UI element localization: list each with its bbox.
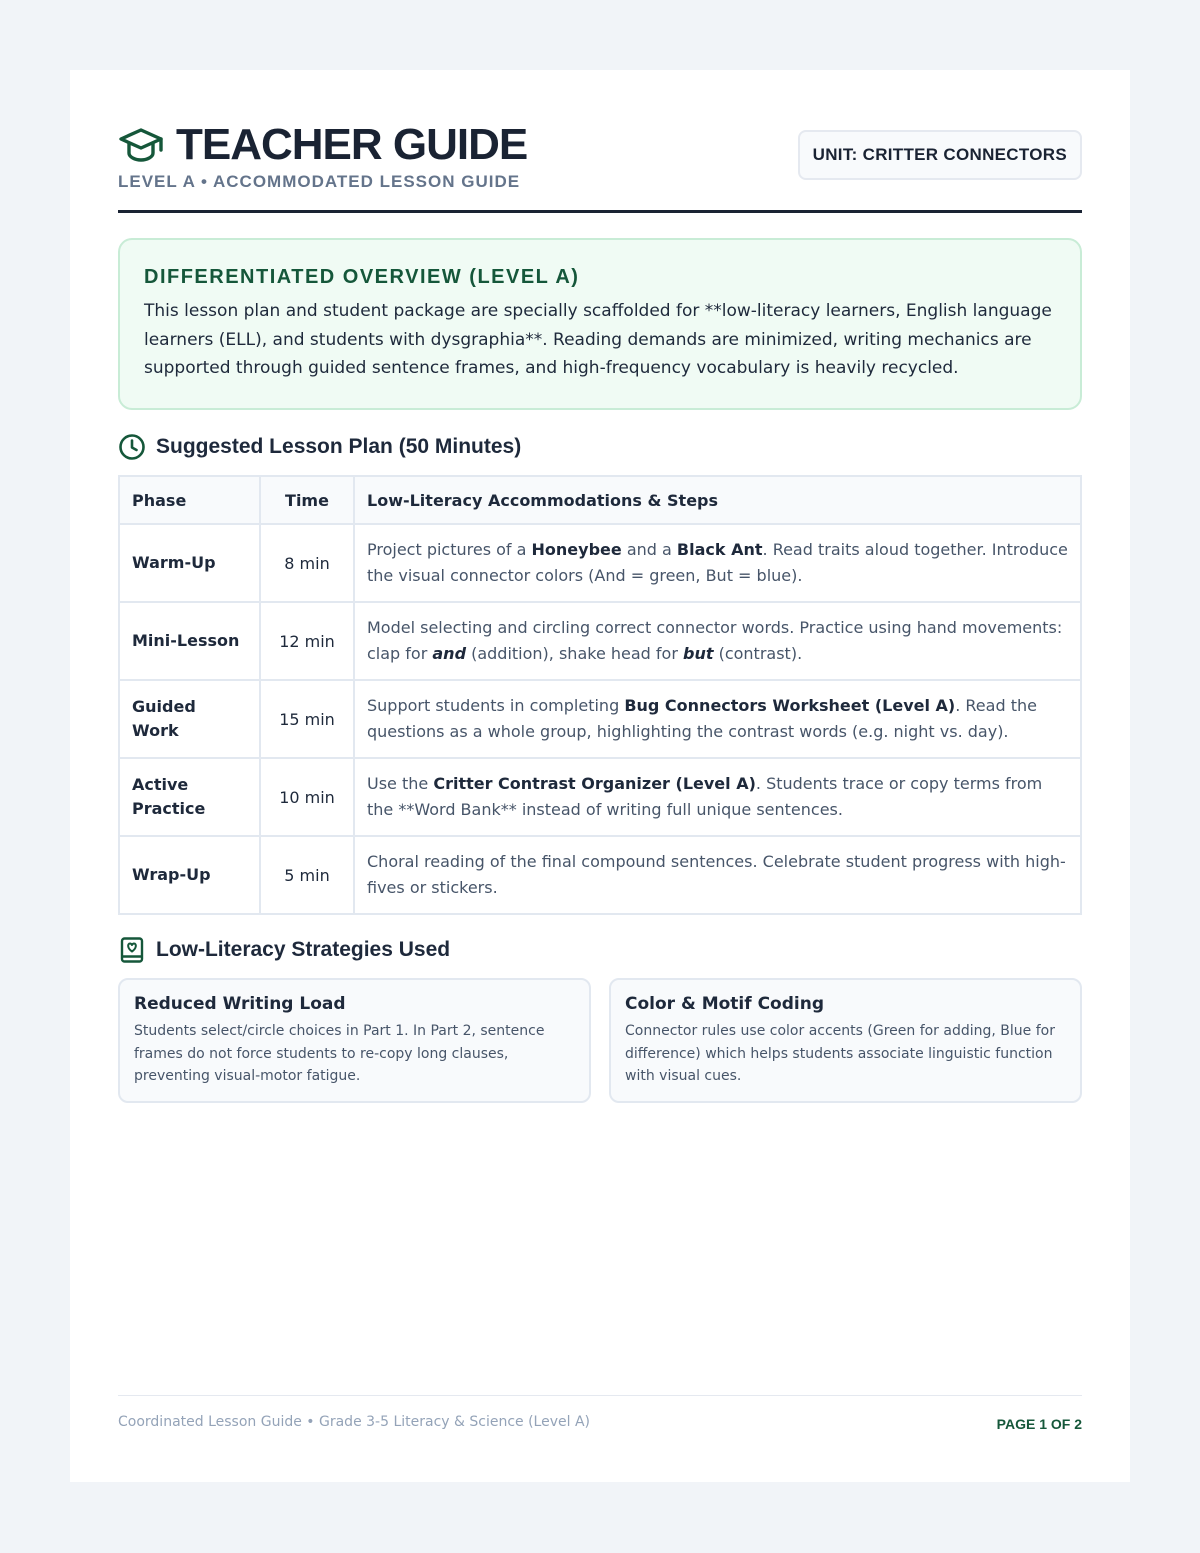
- steps-cell: Support students in completing Bug Connectors Worksheet (Level A). Read the questions as a whole group, highlighting the contrast words (e.g. night vs. day).: [354, 680, 1081, 758]
- phase-cell: Warm-Up: [119, 524, 260, 602]
- title-row: [118, 122, 527, 168]
- footer: [118, 1395, 1082, 1435]
- overview-title: DIFFERENTIATED OVERVIEW (LEVEL A): [144, 266, 580, 288]
- time-cell: 15 min: [260, 680, 354, 758]
- page-subtitle: LEVEL A • ACCOMMODATED LESSON GUIDE: [118, 172, 521, 191]
- overview-text: This lesson plan and student package are specially scaffolded for **low-literacy learners, English language learners (ELL), and students with dysgraphia**. Reading demands are minimized, writing mechanics are supported through guided sentence frames, and high-frequency vocabulary is heavily recycled.: [144, 301, 1052, 378]
- strategy-card-text: Students select/circle choices in Part 1. In Part 2, sentence frames do not force students to re-copy long clauses, preventing visual-motor fatigue.: [134, 1023, 545, 1084]
- column-header-phase: Phase: [119, 476, 260, 524]
- table-row: [119, 836, 1081, 914]
- page: [70, 70, 1130, 1482]
- phase-cell: Guided Work: [119, 680, 260, 758]
- steps-cell: Project pictures of a Honeybee and a Black Ant. Read traits aloud together. Introduce the visual connector colors (And = green, But = blue).: [354, 524, 1081, 602]
- footer-credit: Coordinated Lesson Guide • Grade 3-5 Literacy & Science (Level A): [118, 1414, 591, 1430]
- table-row: [119, 524, 1081, 602]
- strategy-card-title: Color & Motif Coding: [625, 994, 824, 1014]
- overview-panel: [118, 238, 1082, 410]
- lesson-plan-heading: [118, 433, 521, 461]
- steps-cell: Model selecting and circling correct connector words. Practice using hand movements: clap for and (addition), shake head for but (contrast).: [354, 602, 1081, 680]
- strategy-card-title: Reduced Writing Load: [134, 994, 346, 1014]
- column-header-time: Time: [260, 476, 354, 524]
- steps-cell: Use the Critter Contrast Organizer (Level A). Students trace or copy terms from the **Word Bank** instead of writing full unique sentences.: [354, 758, 1081, 836]
- graduation-cap-icon: [118, 126, 164, 164]
- table-row: [119, 758, 1081, 836]
- table-row: [119, 602, 1081, 680]
- strategy-card-reduced-writing: [118, 978, 591, 1103]
- table-header-row: [119, 476, 1081, 524]
- phase-cell: Wrap-Up: [119, 836, 260, 914]
- strategy-card-text: Connector rules use color accents (Green for adding, Blue for difference) which helps students associate linguistic function with visual cues.: [625, 1023, 1055, 1084]
- column-header-steps: Low-Literacy Accommodations & Steps: [354, 476, 1081, 524]
- steps-cell: Choral reading of the final compound sentences. Celebrate student progress with high-fives or stickers.: [354, 836, 1081, 914]
- header: [118, 122, 1082, 213]
- phase-cell: Mini-Lesson: [119, 602, 260, 680]
- book-heart-icon: [118, 936, 146, 964]
- unit-badge: UNIT: CRITTER CONNECTORS: [798, 130, 1082, 180]
- strategies-heading: [118, 936, 450, 964]
- strategy-card-color-coding: [609, 978, 1082, 1103]
- lesson-plan-title: Suggested Lesson Plan (50 Minutes): [156, 435, 522, 458]
- clock-icon: [118, 433, 146, 461]
- time-cell: 10 min: [260, 758, 354, 836]
- time-cell: 8 min: [260, 524, 354, 602]
- strategies-title: Low-Literacy Strategies Used: [156, 938, 451, 961]
- time-cell: 5 min: [260, 836, 354, 914]
- time-cell: 12 min: [260, 602, 354, 680]
- table-row: [119, 680, 1081, 758]
- page-title: TEACHER GUIDE: [176, 120, 528, 169]
- lesson-plan-table: [118, 475, 1082, 915]
- page-number: PAGE 1 OF 2: [996, 1416, 1082, 1432]
- phase-cell: Active Practice: [119, 758, 260, 836]
